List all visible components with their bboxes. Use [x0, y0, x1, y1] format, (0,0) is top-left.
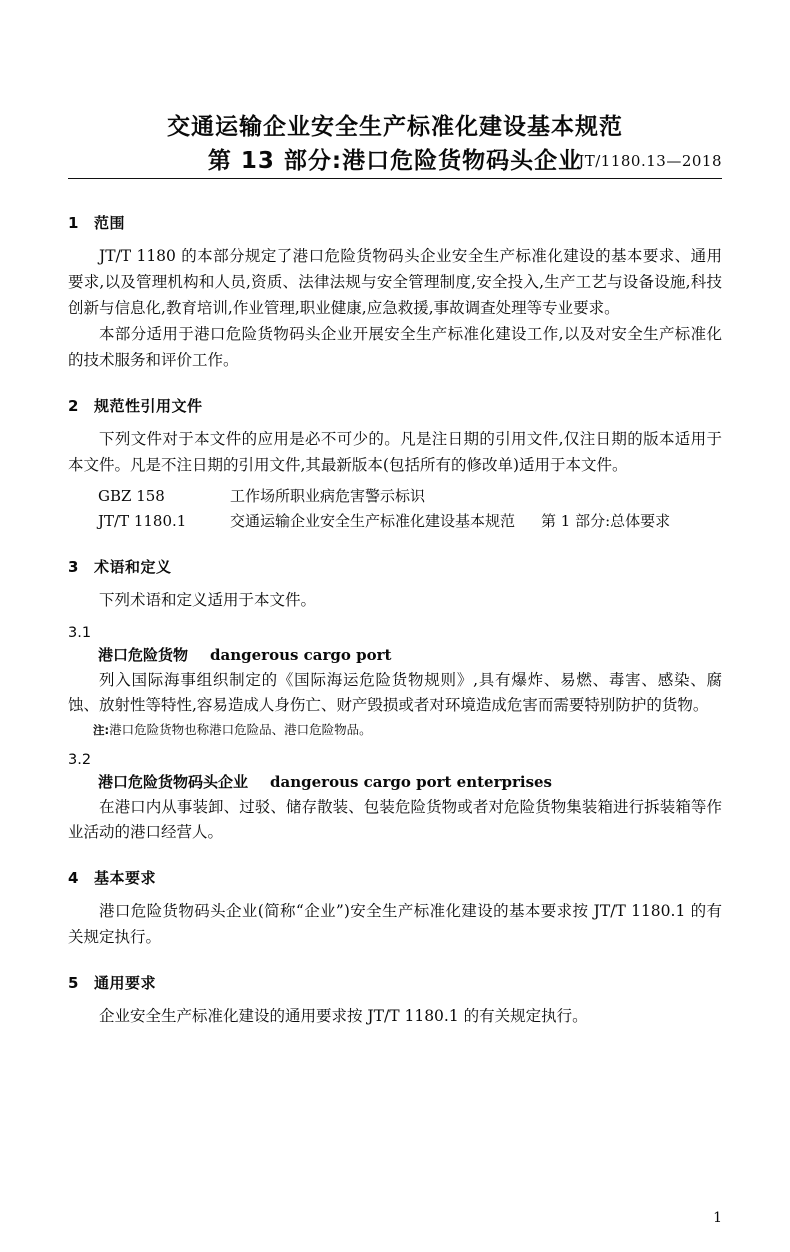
clause-title-4: 基本要求 [94, 869, 157, 887]
title-line-1: 交通运输企业安全生产标准化建设基本规范 [167, 114, 623, 140]
term-entry-3-2 [68, 770, 722, 794]
reference-id: GBZ 158 [98, 487, 165, 505]
clause-number-2: 2 [68, 397, 79, 415]
term-english-3-2: dangerous cargo port enterprises [270, 773, 553, 791]
term-number-3-1: 3.1 [68, 625, 92, 641]
clause-title-5: 通用要求 [94, 974, 157, 992]
clause-2-paragraph-1: 下列文件对于本文件的应用是必不可少的。凡是注日期的引用文件,仅注日期的版本适用于本文件。凡是不注日期的引用文件,其最新版本(包括所有的修改单)适用于本文件。 [68, 430, 722, 474]
reference-row [68, 509, 722, 534]
page-number: 1 [713, 1210, 722, 1226]
clause-heading-3 [68, 556, 722, 577]
term-definition-3-2: 在港口内从事装卸、过驳、储存散装、包装危险货物或者对危险货物集装箱进行拆装箱等作业活动的港口经营人。 [68, 798, 722, 841]
page-header [68, 152, 722, 182]
clause-number-5: 5 [68, 974, 79, 992]
clause-4-paragraph-1: 港口危险货物码头企业(简称“企业”)安全生产标准化建设的基本要求按 JT/T 1180.1 的有关规定执行。 [68, 902, 722, 946]
note-label: 注: [93, 723, 110, 737]
clause-1-paragraph-2: 本部分适用于港口危险货物码头企业开展安全生产标准化建设工作,以及对安全生产标准化的技术服务和评价工作。 [68, 325, 722, 369]
title-line-2: 第 13 部分:港口危险货物码头企业 [207, 148, 583, 174]
clause-number-3: 3 [68, 558, 79, 576]
term-chinese-3-2: 港口危险货物码头企业 [98, 773, 249, 791]
reference-title: 工作场所职业病危害警示标识 [230, 487, 426, 505]
note-text: 港口危险货物也称港口危险品、港口危险物品。 [109, 722, 372, 737]
clause-heading-2 [68, 395, 722, 416]
clause-3-paragraph-1: 下列术语和定义适用于本文件。 [99, 591, 317, 609]
reference-title [230, 509, 722, 534]
reference-title-text: 交通运输企业安全生产标准化建设基本规范 [230, 512, 516, 530]
clause-heading-5 [68, 972, 722, 993]
clause-title-2: 规范性引用文件 [94, 397, 203, 415]
clause-title-1: 范围 [94, 214, 126, 232]
reference-id: JT/T 1180.1 [98, 512, 187, 530]
clause-heading-1 [68, 212, 722, 233]
document-page [0, 110, 790, 1252]
term-number-3-2: 3.2 [68, 752, 92, 768]
standard-code: JT/1180.13—2018 [578, 152, 722, 170]
reference-row [68, 484, 722, 509]
clause-title-3: 术语和定义 [94, 558, 172, 576]
normative-references-list [68, 484, 722, 534]
term-chinese-3-1: 港口危险货物 [98, 646, 189, 664]
clause-1-paragraph-1: JT/T 1180 的本部分规定了港口危险货物码头企业安全生产标准化建设的基本要求、通用要求,以及管理机构和人员,资质、法律法规与安全管理制度,安全投入,生产工艺与设备设施,科技创新与信息化,教育培训,作业管理,职业健康,应急救援,事故调查处理等专业要求。 [68, 247, 722, 317]
term-definition-3-1: 列入国际海事组织制定的《国际海运危险货物规则》,具有爆炸、易燃、毒害、感染、腐蚀、放射性等特性,容易造成人身伤亡、财产毁损或者对环境造成危害而需要特别防护的货物。 [68, 671, 722, 714]
document-body [68, 212, 722, 1029]
clause-heading-4 [68, 867, 722, 888]
reference-part: 第 1 部分:总体要求 [541, 512, 671, 530]
clause-number-4: 4 [68, 869, 79, 887]
clause-number-1: 1 [68, 214, 79, 232]
clause-5-paragraph-1: 企业安全生产标准化建设的通用要求按 JT/T 1180.1 的有关规定执行。 [99, 1007, 588, 1025]
term-note-3-1 [68, 720, 722, 740]
term-entry-3-1 [68, 643, 722, 667]
header-divider [68, 178, 722, 179]
term-english-3-1: dangerous cargo port [210, 646, 392, 664]
